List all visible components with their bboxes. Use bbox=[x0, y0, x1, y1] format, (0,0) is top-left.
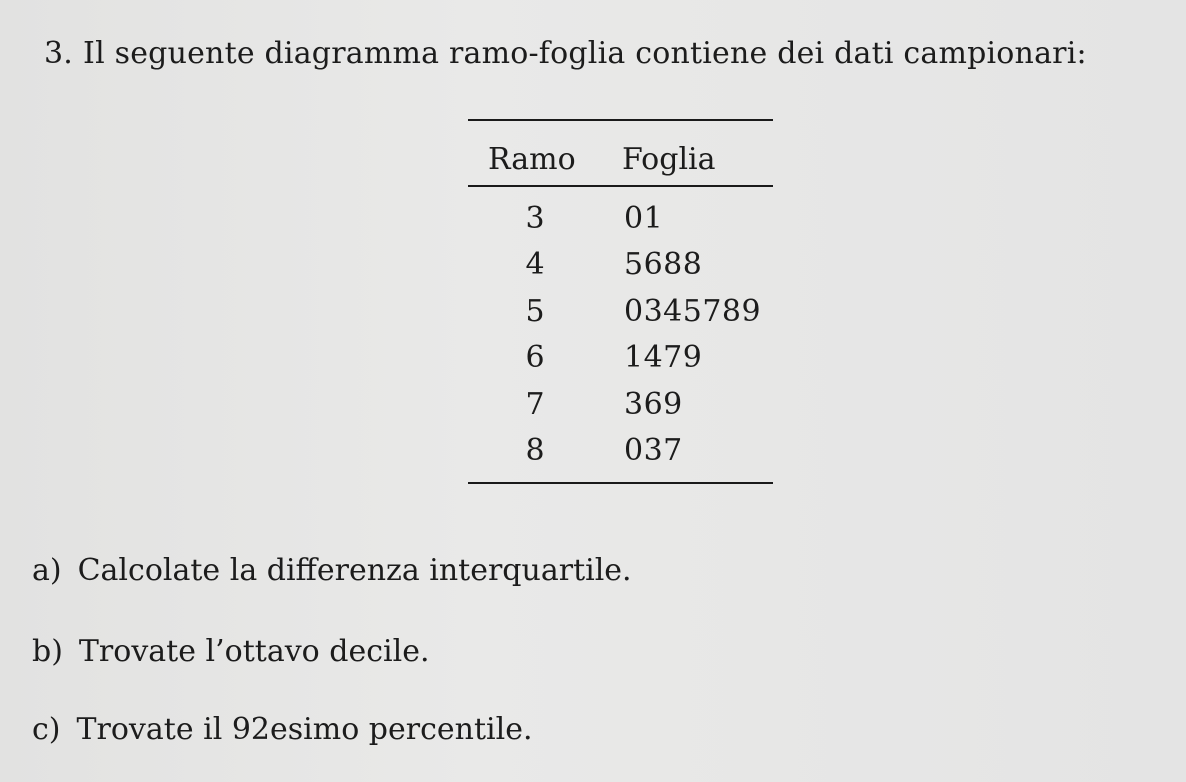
row-leaves: 037 bbox=[624, 433, 683, 469]
table-row bbox=[468, 381, 773, 428]
row-stem: 7 bbox=[525, 386, 545, 422]
question-b bbox=[32, 634, 430, 669]
stem-leaf-table bbox=[468, 119, 773, 484]
row-leaves: 369 bbox=[624, 386, 683, 422]
row-leaves: 5688 bbox=[624, 247, 703, 283]
header-leaf: Foglia bbox=[622, 141, 716, 177]
row-stem: 8 bbox=[525, 433, 545, 469]
table-row bbox=[468, 288, 773, 335]
problem-text: Il seguente diagramma ramo-foglia contiene dei dati campionari: bbox=[83, 36, 1087, 71]
question-text: Calcolate la differenza interquartile. bbox=[77, 553, 632, 588]
question-text: Trovate l’ottavo decile. bbox=[78, 634, 430, 669]
problem-statement bbox=[44, 36, 1087, 71]
table-row bbox=[468, 242, 773, 289]
table-body bbox=[468, 195, 773, 474]
table-row bbox=[468, 428, 773, 475]
question-a bbox=[32, 553, 632, 588]
question-c bbox=[32, 712, 533, 747]
row-leaves: 01 bbox=[624, 200, 664, 236]
table-header bbox=[468, 139, 773, 179]
table-top-rule bbox=[468, 119, 773, 121]
row-stem: 6 bbox=[525, 340, 545, 376]
row-stem: 5 bbox=[525, 293, 545, 329]
row-leaves: 1479 bbox=[624, 340, 703, 376]
row-stem: 3 bbox=[525, 200, 545, 236]
header-stem: Ramo bbox=[488, 141, 576, 177]
row-stem: 4 bbox=[525, 247, 545, 283]
table-row bbox=[468, 335, 773, 382]
table-bottom-rule bbox=[468, 482, 773, 484]
table-row bbox=[468, 195, 773, 242]
question-label: a) bbox=[32, 553, 62, 588]
question-label: c) bbox=[32, 712, 61, 747]
question-text: Trovate il 92esimo percentile. bbox=[76, 712, 533, 747]
problem-number: 3. bbox=[44, 36, 74, 71]
question-label: b) bbox=[32, 634, 63, 669]
table-header-rule bbox=[468, 185, 773, 187]
row-leaves: 0345789 bbox=[624, 293, 762, 329]
